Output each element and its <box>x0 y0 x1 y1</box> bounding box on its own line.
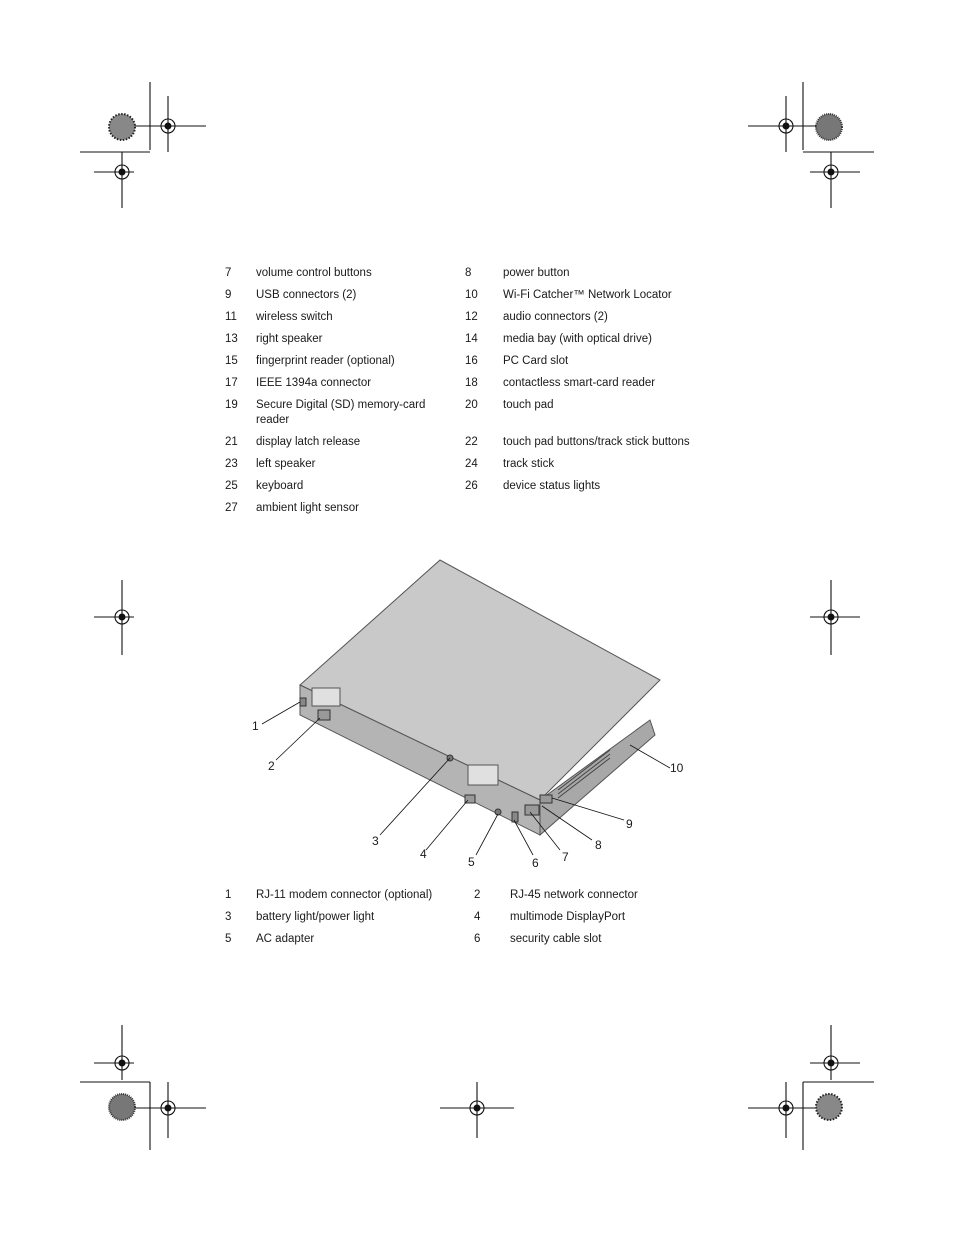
legend-label: device status lights <box>503 480 601 492</box>
legend-label: track stick <box>503 458 555 470</box>
legend-number: 9 <box>225 289 232 301</box>
callout-2: 2 <box>268 759 275 773</box>
legend-number: 11 <box>225 311 237 323</box>
callout-8: 8 <box>595 838 602 852</box>
legend-label: touch pad buttons/track stick buttons <box>503 436 690 448</box>
legend-label: right speaker <box>256 333 323 345</box>
legend-label: PC Card slot <box>503 355 569 367</box>
legend-label: volume control buttons <box>256 267 372 279</box>
legend-number: 8 <box>465 267 472 279</box>
callout-10: 10 <box>670 761 684 775</box>
callout-4: 4 <box>420 847 427 861</box>
legend-label: touch pad <box>503 399 554 411</box>
legend-label: display latch release <box>256 436 361 448</box>
legend-number: 22 <box>465 436 478 448</box>
legend-label: left speaker <box>256 458 316 470</box>
legend-label: multimode DisplayPort <box>510 911 626 923</box>
legend-label: power button <box>503 267 570 279</box>
legend-number: 13 <box>225 333 238 345</box>
legend-label: media bay (with optical drive) <box>503 333 652 345</box>
legend-number: 2 <box>474 889 481 901</box>
legend-label: contactless smart-card reader <box>503 377 656 389</box>
callout-6: 6 <box>532 856 539 870</box>
legend-number: 19 <box>225 399 238 411</box>
legend-number: 5 <box>225 933 232 945</box>
callout-1: 1 <box>252 719 259 733</box>
legend-number: 12 <box>465 311 478 323</box>
legend-label: RJ-11 modem connector (optional) <box>256 889 433 901</box>
legend-number: 14 <box>465 333 478 345</box>
legend-number: 18 <box>465 377 478 389</box>
legend-label: IEEE 1394a connector <box>256 377 372 389</box>
legend-label: wireless switch <box>256 311 333 323</box>
legend-number: 26 <box>465 480 478 492</box>
callout-9: 9 <box>626 817 633 831</box>
legend-number: 17 <box>225 377 238 389</box>
legend-number: 16 <box>465 355 478 367</box>
legend-number: 15 <box>225 355 238 367</box>
legend-number: 3 <box>225 911 232 923</box>
legend-number: 4 <box>474 911 481 923</box>
legend-number: 1 <box>225 889 232 901</box>
legend-number: 10 <box>465 289 478 301</box>
legend-label: USB connectors (2) <box>256 289 357 301</box>
legend-number: 27 <box>225 502 238 514</box>
legend-number: 23 <box>225 458 238 470</box>
callout-5: 5 <box>468 855 475 869</box>
legend-label: battery light/power light <box>256 911 375 923</box>
legend-number: 6 <box>474 933 481 945</box>
legend-number: 21 <box>225 436 238 448</box>
legend-number: 7 <box>225 267 232 279</box>
laptop-back-view-illustration <box>240 550 700 880</box>
legend-number: 20 <box>465 399 478 411</box>
legend-label: keyboard <box>256 480 304 492</box>
callout-3: 3 <box>372 834 379 848</box>
legend-label: audio connectors (2) <box>503 311 608 323</box>
callout-7: 7 <box>562 850 569 864</box>
legend-label: ambient light sensor <box>256 502 359 514</box>
legend-label: AC adapter <box>256 933 315 945</box>
legend-label: Wi-Fi Catcher™ Network Locator <box>503 289 672 301</box>
legend-label: Secure Digital (SD) memory-card reader <box>256 399 426 426</box>
legend-number: 25 <box>225 480 238 492</box>
legend-label: fingerprint reader (optional) <box>256 355 395 367</box>
legend-label: RJ-45 network connector <box>510 889 638 901</box>
legend-number: 24 <box>465 458 478 470</box>
legend-label: security cable slot <box>510 933 602 945</box>
